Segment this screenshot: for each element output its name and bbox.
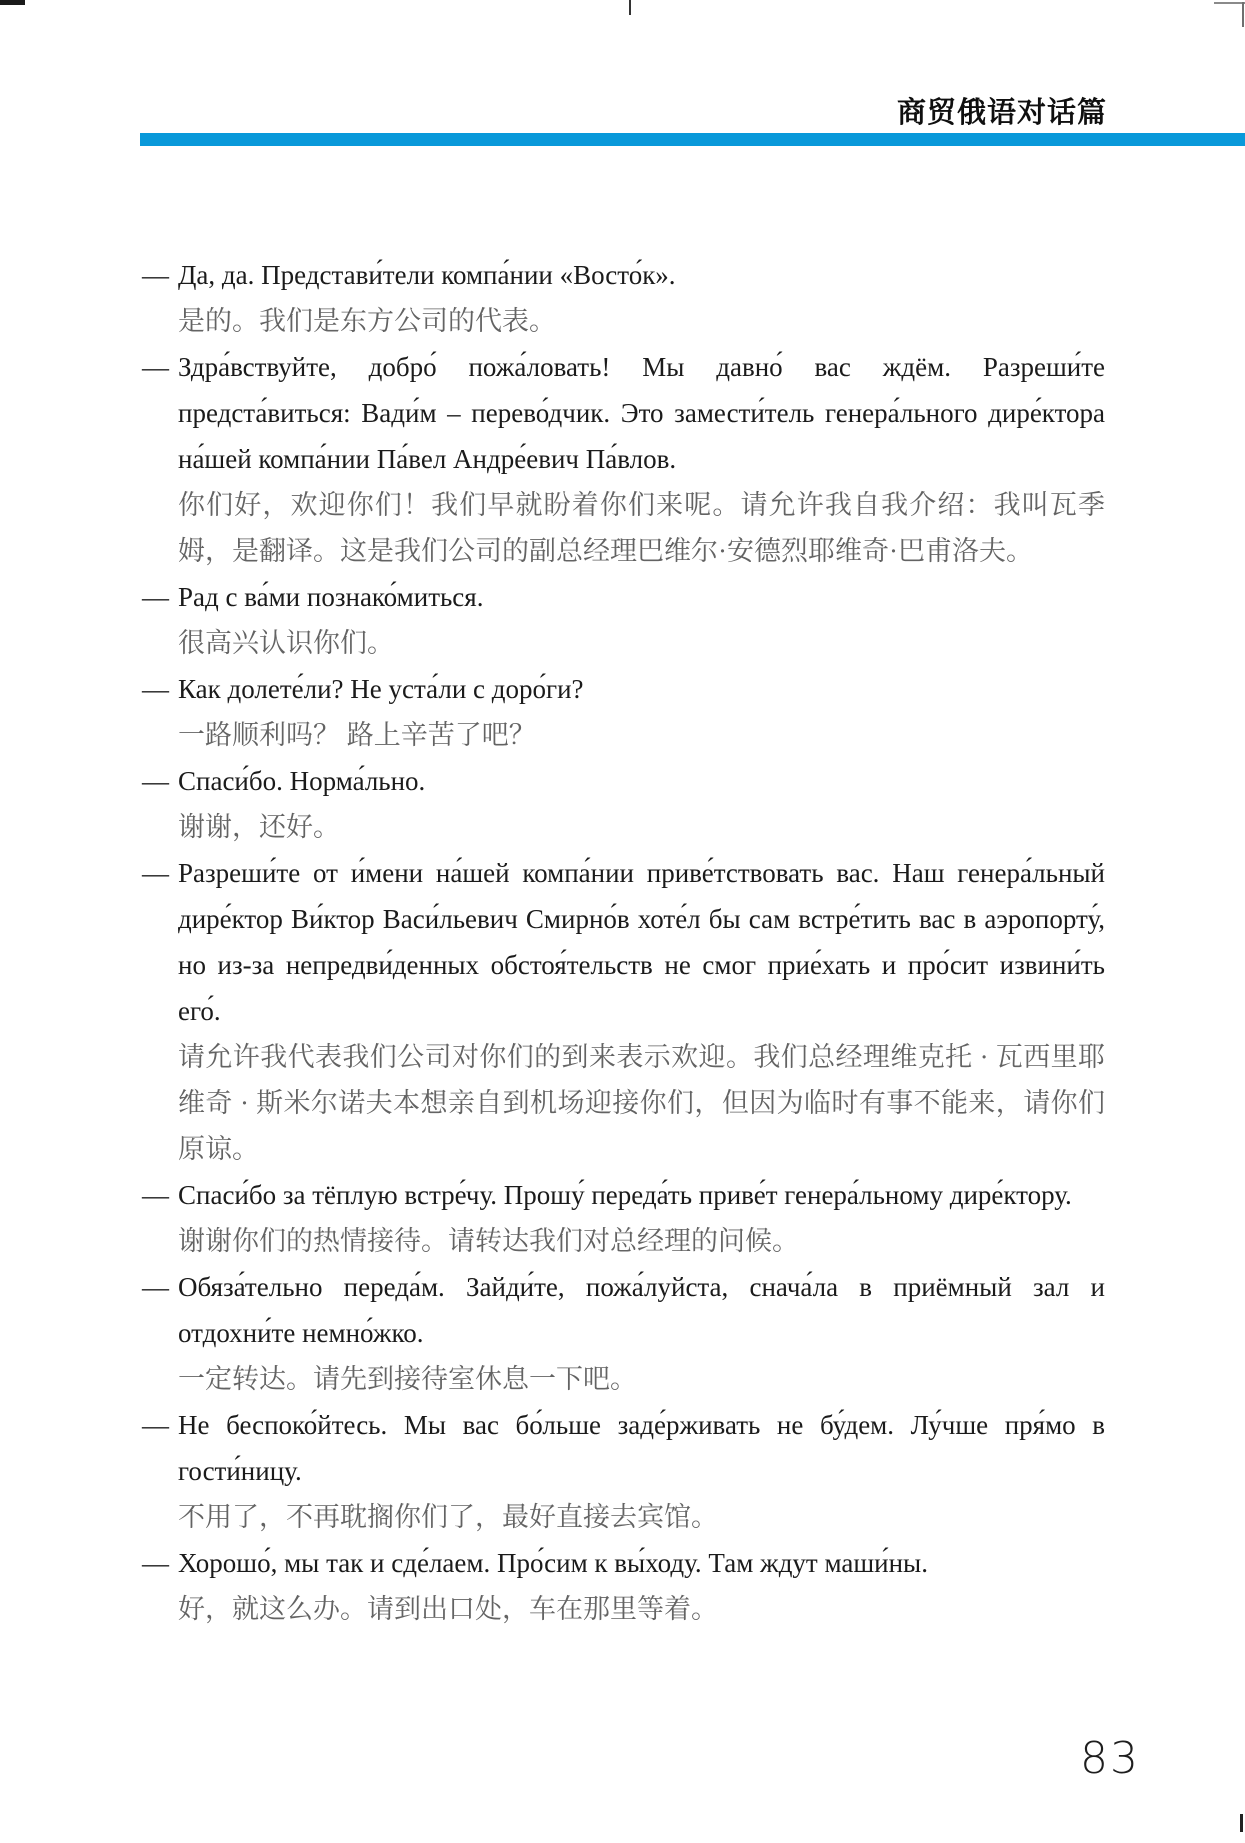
russian-line [142, 252, 1105, 298]
dash-marker: — [142, 674, 169, 704]
dialogue-entry [142, 344, 1105, 574]
chinese-translation: 一定转达。请先到接待室休息一下吧。 [178, 1364, 637, 1394]
russian-line [142, 1264, 1105, 1356]
dash-marker: — [142, 1180, 169, 1210]
russian-text: Не беспоко́йтесь. Мы вас бо́льше заде́рживать не бу́дем. Лу́чше пря́мо в гости́ницу. [178, 1410, 1105, 1486]
russian-text: Спаси́бо за тёплую встре́чу. Прошу́ переда́ть приве́т генера́льному дире́ктору. [178, 1180, 1072, 1210]
scan-artifact-top-right-vertical [1242, 2, 1244, 27]
dash-marker: — [142, 352, 169, 382]
chinese-translation: 是的。我们是东方公司的代表。 [178, 306, 556, 336]
chinese-translation: 一路顺利吗？ 路上辛苦了吧？ [178, 720, 536, 750]
chinese-translation: 谢谢你们的热情接待。请转达我们对总经理的问候。 [178, 1226, 799, 1256]
dash-marker: — [142, 582, 169, 612]
dash-marker: — [142, 858, 169, 888]
chinese-translation: 不用了，不再耽搁你们了，最好直接去宾馆。 [178, 1502, 718, 1532]
russian-line [142, 344, 1105, 482]
dialogue-entry [142, 1402, 1105, 1540]
dialogue-entry [142, 758, 1105, 850]
russian-text: Рад с ва́ми познако́миться. [178, 582, 484, 612]
chinese-translation: 你们好，欢迎你们！我们早就盼着你们来呢。请允许我自我介绍：我叫瓦季姆，是翻译。这是我们公司的副总经理巴维尔·安德烈耶维奇·巴甫洛夫。 [178, 490, 1105, 566]
dash-marker: — [142, 1410, 169, 1440]
dialogue-content [142, 252, 1105, 1632]
chinese-translation: 请允许我代表我们公司对你们的到来表示欢迎。我们总经理维克托 · 瓦西里耶维奇 · 斯米尔诺夫本想亲自到机场迎接你们，但因为临时有事不能来，请你们原谅。 [178, 1042, 1105, 1164]
dialogue-entry [142, 666, 1105, 758]
scan-artifact-top-left [0, 0, 25, 5]
russian-line [142, 666, 1105, 712]
dash-marker: — [142, 1272, 169, 1302]
chinese-translation: 好，就这么办。请到出口处，车在那里等着。 [178, 1594, 718, 1624]
header-rule [140, 133, 1245, 146]
running-header-title: 商贸俄语对话篇 [896, 97, 1107, 129]
scan-artifact-top-center [629, 0, 631, 15]
russian-line [142, 758, 1105, 804]
russian-text: Спаси́бо. Норма́льно. [178, 766, 426, 796]
chinese-translation: 很高兴认识你们。 [178, 628, 394, 658]
russian-line [142, 1172, 1105, 1218]
dialogue-entry [142, 252, 1105, 344]
dash-marker: — [142, 1548, 169, 1578]
dash-marker: — [142, 260, 169, 290]
chinese-translation: 谢谢，还好。 [178, 812, 340, 842]
dialogue-entry [142, 574, 1105, 666]
russian-line [142, 1540, 1105, 1586]
dialogue-entry [142, 1172, 1105, 1264]
russian-line [142, 850, 1105, 1034]
russian-text: Хорошо́, мы так и сде́лаем. Про́сим к вы́ходу. Там ждут маши́ны. [178, 1548, 928, 1578]
scan-artifact-bottom-right [1240, 1814, 1243, 1832]
russian-text: Как долете́ли? Не уста́ли с доро́ги? [178, 674, 584, 704]
dash-marker: — [142, 766, 169, 796]
dialogue-entry [142, 1540, 1105, 1632]
russian-text: Здра́вствуйте, добро́ пожа́ловать! Мы давно́ вас ждём. Разреши́те предста́виться: Вади́м – перево́дчик. Это замести́тель генера́льного дире́ктора на́шей компа́нии Па́вел Андре́евич Па́влов. [178, 352, 1105, 474]
russian-text: Да, да. Представи́тели компа́нии «Восто́к». [178, 260, 676, 290]
dialogue-entry [142, 1264, 1105, 1402]
page-number: 83 [1080, 1733, 1140, 1784]
russian-text: Разреши́те от и́мени на́шей компа́нии приве́тствовать вас. Наш генера́льный дире́ктор Ви́ктор Васи́льевич Смирно́в хоте́л бы сам встре́тить вас в аэропорту́, но из-за непредви́денных обстоя́тельств не смог прие́хать и про́сит извини́ть его́. [178, 858, 1105, 1026]
russian-line [142, 574, 1105, 620]
russian-text: Обяза́тельно переда́м. Зайди́те, пожа́луйста, снача́ла в приёмный зал и отдохни́те немно́жко. [178, 1272, 1105, 1348]
scan-artifact-top-right-horizontal [1214, 2, 1245, 4]
dialogue-entry [142, 850, 1105, 1172]
russian-line [142, 1402, 1105, 1494]
